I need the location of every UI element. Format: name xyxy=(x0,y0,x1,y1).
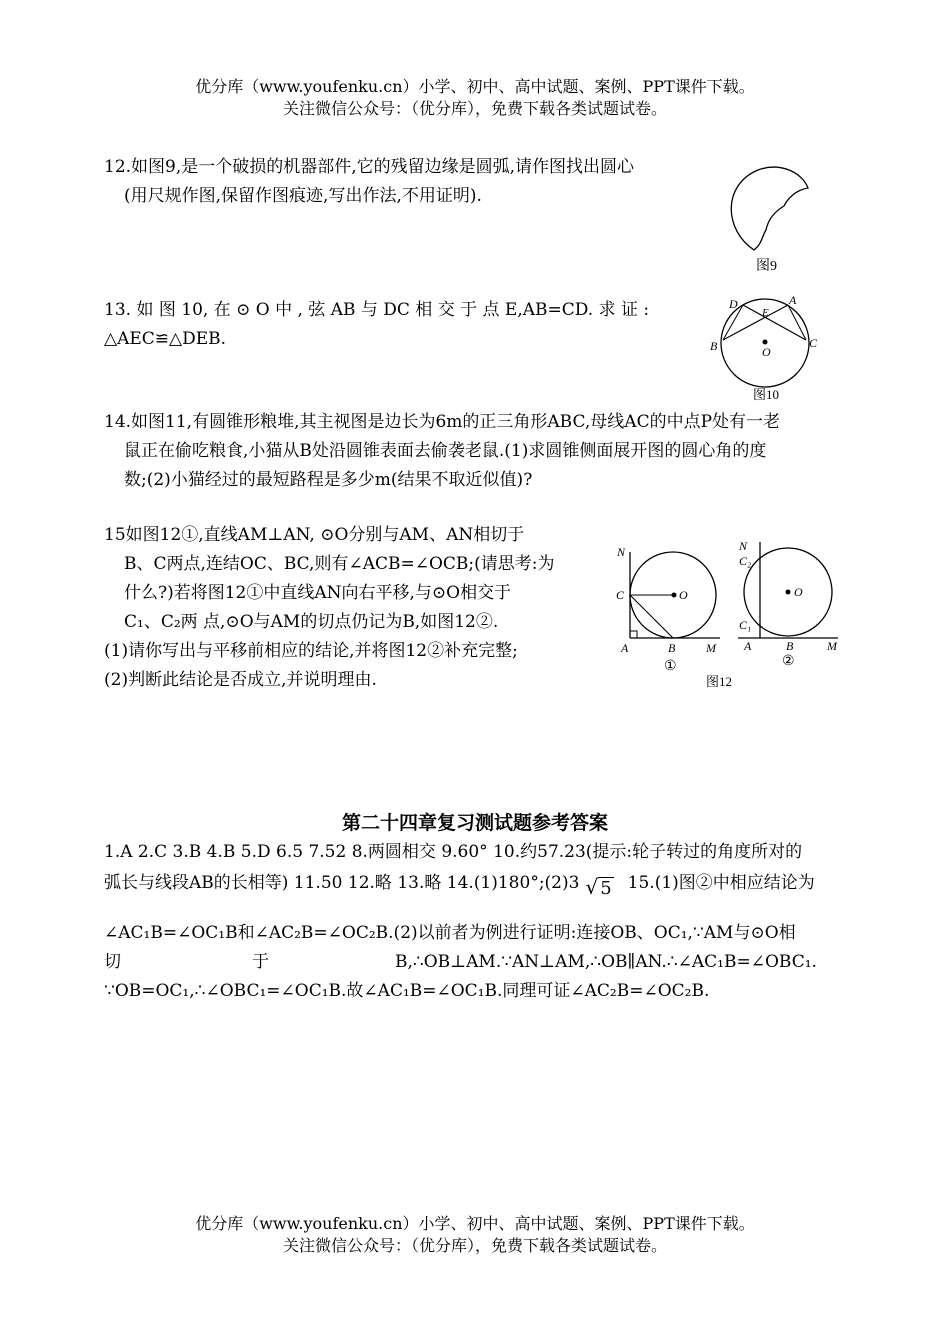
question-14 xyxy=(104,408,854,495)
center-dot xyxy=(763,340,768,345)
answers-line-4b: 于 xyxy=(252,952,269,972)
center-dot-fig1 xyxy=(672,593,677,598)
label-n-fig1: N xyxy=(617,545,626,559)
label-c: C xyxy=(809,336,818,350)
q15-line-4: C₁、C₂两 点,⊙O与AM的切点仍记为B,如图12②. xyxy=(124,612,499,632)
figure-12-caption: 图12 xyxy=(706,674,733,689)
answers-block xyxy=(104,838,854,1006)
figure-9 xyxy=(718,160,818,275)
label-a-fig2: A xyxy=(744,639,752,653)
answers-line-2b: 15.(1)图②中相应结论为 xyxy=(627,873,815,893)
question-12 xyxy=(104,153,714,211)
label-num-fig2: ② xyxy=(782,654,795,669)
figure-9-caption: 图9 xyxy=(756,259,777,274)
label-b-fig2: B xyxy=(786,639,794,653)
answers-title: 第二十四章复习测试题参考答案 xyxy=(341,812,608,834)
answers-line-4c: B,∴OB⊥AM.∵AN⊥AM,∴OB∥AN.∴∠AC₁B=∠OBC₁. xyxy=(395,952,817,972)
q15-line-1: 15如图12①,直线AM⊥AN, ⊙O分别与AM、AN相切于 xyxy=(104,525,525,545)
q12-line-2: (用尺规作图,保留作图痕迹,写出作法,不用证明). xyxy=(124,186,482,206)
right-angle-mark xyxy=(630,631,637,638)
header-line-1: 优分库（www.youfenku.cn）小学、初中、高中试题、案例、PPT课件下载。 xyxy=(195,77,755,96)
q15-line-5: (1)请你写出与平移前相应的结论,并将图12②补充完整; xyxy=(104,641,518,661)
label-a: A xyxy=(789,293,797,307)
sqrt-sign: √ xyxy=(585,875,599,899)
header-line-2: 关注微信公众号：（优分库），免费下载各类试题试卷。 xyxy=(282,99,667,118)
q15-line-6: (2)判断此结论是否成立,并说明理由. xyxy=(104,670,377,690)
label-c2-fig2: C₂ xyxy=(739,554,752,568)
label-o-fig1: O xyxy=(679,588,688,602)
footer-line-1: 优分库（www.youfenku.cn）小学、初中、高中试题、案例、PPT课件下载。 xyxy=(195,1214,755,1233)
answers-line-3: ∠AC₁B=∠OC₁B和∠AC₂B=∠OC₂B.(2)以前者为例进行证明:连接OB、OC₁,∵AM与⊙O相 xyxy=(104,923,796,943)
sqrt-radicand: 5 xyxy=(600,878,612,899)
label-e: E xyxy=(762,307,769,319)
figure-12 xyxy=(608,528,848,693)
footer-line-2: 关注微信公众号：（优分库），免费下载各类试题试卷。 xyxy=(282,1236,667,1255)
label-b: B xyxy=(710,339,718,353)
question-15 xyxy=(104,521,604,695)
label-c-fig1: C xyxy=(616,588,625,602)
q14-line-1: 14.如图11,有圆锥形粮堆,其主视图是边长为6m的正三角形ABC,母线AC的中点P处有一老 xyxy=(104,412,781,432)
figure-12-2 xyxy=(738,539,838,669)
answers-line-2a: 弧长与线段AB的长相等) 11.50 12.略 13.略 14.(1)180°;(2)3 xyxy=(104,873,580,893)
label-b-fig1: B xyxy=(668,641,676,655)
answers-line-2 xyxy=(104,867,854,901)
q12-line-1: 12.如图9,是一个破损的机器部件,它的残留边缘是圆弧,请作图找出圆心 xyxy=(104,157,635,177)
q14-line-3: 数;(2)小猫经过的最短路程是多少m(结果不取近似值)? xyxy=(124,470,533,490)
label-o: O xyxy=(762,345,771,359)
page-header xyxy=(0,76,950,120)
q15-line-2: B、C两点,连结OC、BC,则有∠ACB=∠OCB;(请思考:为 xyxy=(124,554,555,574)
center-dot-fig2 xyxy=(786,590,791,595)
answers-line-1: 1.A 2.C 3.B 4.B 5.D 6.5 7.52 8.两圆相交 9.60° 10.约57.23(提示:轮子转过的角度所对的 xyxy=(104,842,803,862)
answers-line-5: ∵OB=OC₁,∴∠OBC₁=∠OC₁B.故∠AC₁B=∠OC₁B.同理可证∠AC₂B=∠OC₂B. xyxy=(104,981,710,1001)
label-c1-fig2: C₁ xyxy=(739,618,752,632)
q15-line-3: 什么?)若将图12①中直线AN向右平移,与⊙O相交于 xyxy=(124,583,512,603)
label-d: D xyxy=(729,297,738,311)
label-a-fig1: A xyxy=(621,641,629,655)
figure-12-1 xyxy=(616,545,720,674)
label-o-fig2: O xyxy=(794,585,803,599)
sqrt-expression xyxy=(585,873,613,904)
broken-arc-part xyxy=(731,167,808,250)
answers-line-4 xyxy=(104,948,854,977)
q13-line-2: △AEC≌△DEB. xyxy=(104,329,227,349)
figure-10-caption: 图10 xyxy=(753,387,780,402)
label-n-fig2: N xyxy=(739,539,748,553)
label-m-fig2: M xyxy=(827,639,837,653)
q13-line-1: 13. 如 图 10, 在 ⊙ O 中 , 弦 AB 与 DC 相 交 于 点 E,AB=CD. 求 证 : xyxy=(104,300,650,320)
page-footer xyxy=(0,1213,950,1257)
label-m-fig1: M xyxy=(706,641,716,655)
figure-10 xyxy=(703,292,828,404)
question-13 xyxy=(104,296,694,354)
label-num-fig1: ① xyxy=(664,659,677,674)
q14-line-2: 鼠正在偷吃粮食,小猫从B处沿圆锥表面去偷袭老鼠.(1)求圆锥侧面展开图的圆心角的度 xyxy=(124,441,767,461)
answers-line-4a: 切 xyxy=(104,952,121,972)
